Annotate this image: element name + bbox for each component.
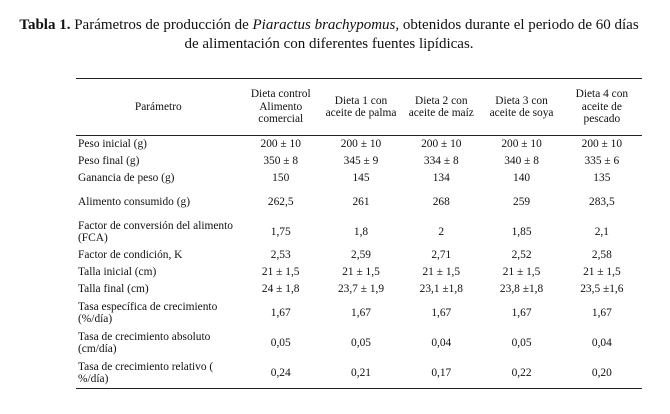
- cell-value: 1,85: [511, 225, 532, 238]
- cell-value: 200 ± 10: [260, 138, 301, 151]
- cell-value: 23,8 ±1,8: [499, 283, 544, 296]
- table-row: [76, 358, 642, 389]
- cell-value: 200 ± 10: [581, 138, 623, 151]
- cell-value: 21 ± 1,5: [422, 266, 461, 279]
- cell-value: 340 ± 8: [504, 155, 539, 168]
- header-diet-1: Dieta 1 con aceite de palma: [321, 79, 401, 136]
- cell-value: 268: [432, 195, 450, 208]
- header-param: Parámetro: [76, 79, 241, 136]
- header-diet-4: Dieta 4 con aceite de pescado: [562, 79, 642, 136]
- cell-value: 0,24: [241, 358, 321, 389]
- cell-value: 0,04: [591, 336, 612, 349]
- cell-value: 2,59: [351, 249, 371, 262]
- table-row: [76, 298, 642, 328]
- row-param: Factor de conversión del alimento (FCA): [78, 219, 233, 244]
- table-caption: [14, 16, 644, 54]
- caption-text-after: , obtenidos durante el periodo de 60 días de alimentación con diferentes fuentes lipídicas.: [184, 17, 639, 52]
- header-diet-2: Dieta 2 con aceite de maíz: [401, 79, 481, 136]
- cell-value: 145: [352, 172, 370, 185]
- table-row: [76, 153, 642, 170]
- cell-value: 0,05: [270, 336, 291, 349]
- cell-value: 23,7 ± 1,9: [337, 283, 385, 296]
- table-row: [76, 217, 642, 247]
- cell-value: 200 ± 10: [340, 138, 382, 151]
- cell-value: 2,52: [511, 249, 532, 262]
- cell-value: 24 ± 1,8: [261, 283, 300, 296]
- cell-value: 150: [272, 172, 290, 185]
- table-row: [76, 281, 642, 298]
- caption-label: Tabla 1.: [19, 17, 71, 33]
- table-row: [76, 247, 642, 264]
- cell-value: 0,05: [511, 336, 532, 349]
- cell-value: 21 ± 1,5: [261, 266, 300, 279]
- row-param: Alimento consumido (g): [78, 195, 190, 208]
- row-param: Ganancia de peso (g): [78, 172, 175, 185]
- cell-value: 23,5 ±1,6: [580, 283, 624, 296]
- cell-value: 1,67: [431, 306, 452, 319]
- table-row: [76, 136, 642, 154]
- cell-value: 1,67: [591, 306, 612, 319]
- row-param: Peso final (g): [78, 155, 140, 168]
- cell-value: 1,67: [511, 306, 532, 319]
- row-param: Peso inicial (g): [78, 138, 147, 151]
- cell-value: 0,20: [562, 358, 642, 389]
- cell-value: 261: [352, 195, 370, 208]
- cell-value: 283,5: [589, 195, 615, 208]
- cell-value: 134: [432, 172, 450, 185]
- cell-value: 1,75: [270, 225, 291, 238]
- cell-value: 21 ± 1,5: [502, 266, 541, 279]
- row-param: Tasa específica de crecimiento (%/día): [78, 300, 218, 325]
- cell-value: 21 ± 1,5: [342, 266, 380, 279]
- cell-value: 0,22: [481, 358, 561, 389]
- table-row: [76, 264, 642, 281]
- cell-value: 2,1: [594, 225, 609, 238]
- row-param: Talla final (cm): [78, 283, 149, 296]
- row-param: Factor de condición, K: [78, 249, 183, 262]
- row-param: Tasa de crecimiento relativo ( %/día): [76, 358, 241, 389]
- cell-value: 2,71: [431, 249, 452, 262]
- cell-value: 23,1 ±1,8: [419, 283, 463, 296]
- cell-value: 259: [513, 195, 531, 208]
- table-row: [76, 328, 642, 358]
- cell-value: 2,58: [591, 249, 612, 262]
- header-diet-control: Dieta control Alimento comercial: [241, 79, 321, 136]
- cell-value: 262,5: [267, 195, 294, 208]
- cell-value: 200 ± 10: [501, 138, 542, 151]
- cell-value: 200 ± 10: [421, 138, 462, 151]
- cell-value: 1,8: [353, 225, 369, 238]
- production-parameters-table: [76, 78, 642, 389]
- cell-value: 334 ± 8: [423, 155, 459, 168]
- cell-value: 21 ± 1,5: [583, 266, 621, 279]
- header-diet-3: Dieta 3 con aceite de soya: [481, 79, 561, 136]
- table-row: [76, 170, 642, 187]
- table-row: [76, 187, 642, 217]
- cell-value: 335 ± 6: [584, 155, 620, 168]
- cell-value: 135: [593, 172, 611, 185]
- cell-value: 345 ± 9: [343, 155, 379, 168]
- cell-value: 0,04: [431, 336, 452, 349]
- header-row: [76, 79, 642, 136]
- row-param: Tasa de crecimiento absoluto (cm/día): [78, 330, 211, 355]
- cell-value: 0,05: [351, 336, 371, 349]
- cell-value: 2,53: [270, 249, 291, 262]
- cell-value: 350 ± 8: [263, 155, 299, 168]
- cell-value: 2: [438, 225, 445, 238]
- row-param: Talla inicial (cm): [78, 266, 157, 279]
- caption-species: Piaractus brachypomus: [252, 17, 396, 33]
- caption-text-before: Parámetros de producción de: [70, 17, 253, 33]
- cell-value: 1,67: [270, 306, 291, 319]
- cell-value: 0,21: [321, 358, 401, 389]
- cell-value: 1,67: [351, 306, 371, 319]
- cell-value: 140: [513, 172, 531, 185]
- cell-value: 0,17: [401, 358, 481, 389]
